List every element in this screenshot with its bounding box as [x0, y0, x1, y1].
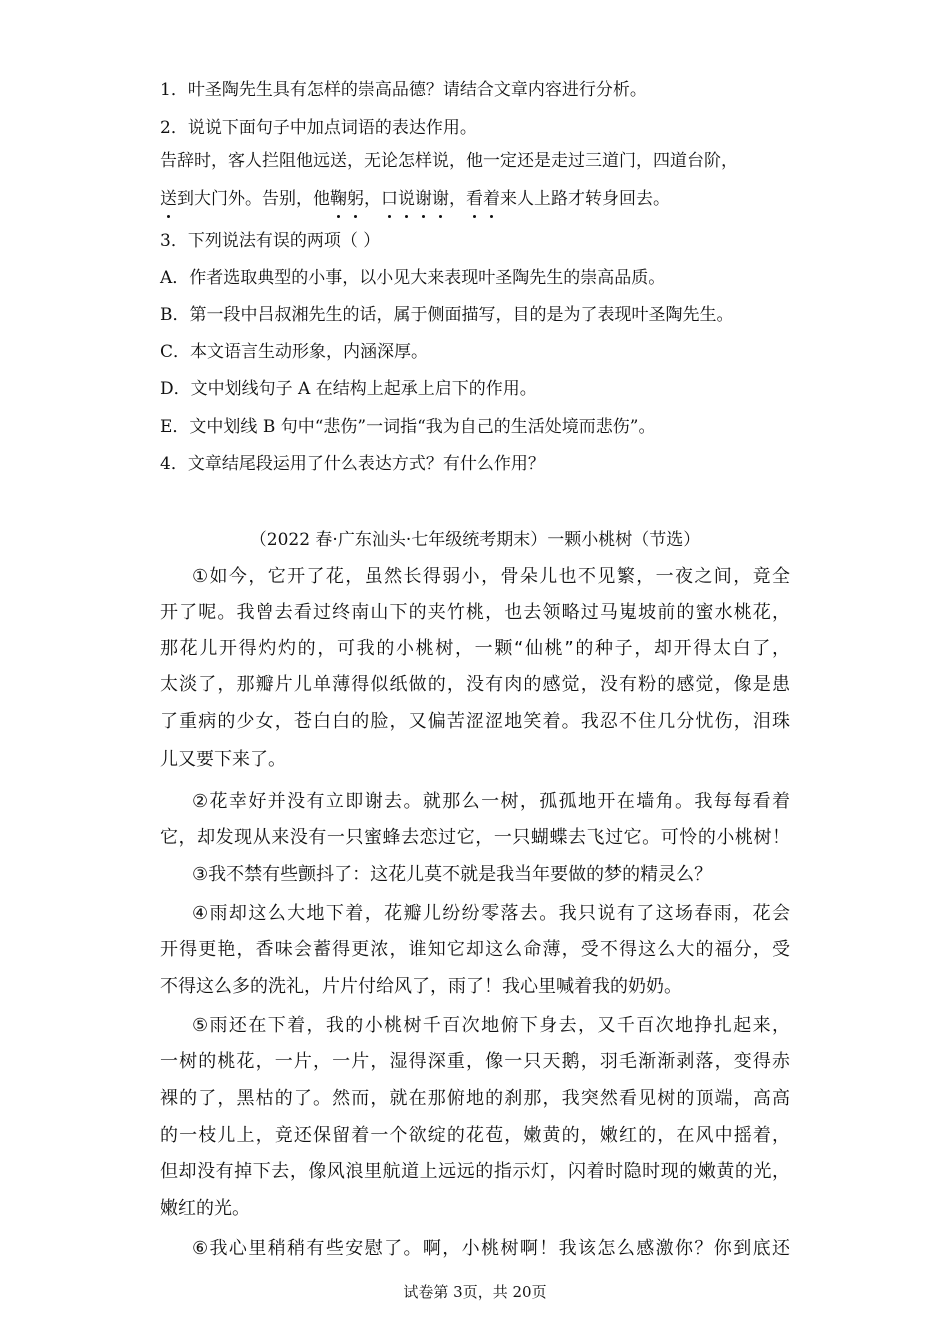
passage-line: 太淡了，那瓣片儿单薄得似纸做的，没有肉的感觉，没有粉的感觉，像是患 [160, 674, 790, 695]
passage-line: 它，却发现从来没有一只蜜蜂去恋过它，一只蝴蝶去飞过它。可怜的小桃树！ [160, 827, 790, 848]
option-a: A．作者选取典型的小事，以小见大来表现叶圣陶先生的崇高品质。 [160, 268, 666, 288]
passage-line: 的一枝儿上，竟还保留着一个欲绽的花苞，嫩黄的，嫩红的，在风中摇着， [160, 1125, 790, 1146]
dotted-word-watch [466, 189, 500, 209]
question-2-sentence-line-2 [160, 187, 820, 211]
emphasis-dot-char: 鞠 [330, 189, 347, 209]
passage-title: （2022 春·广东汕头·七年级统考期末）一颗小桃树（节选） [249, 530, 701, 550]
emphasis-dot-char: 送 [160, 189, 177, 209]
question-2: 2．说说下面句子中加点词语的表达作用。 [160, 118, 477, 138]
dotted-word-bow [330, 189, 364, 209]
emphasis-dot-char: 谢 [415, 189, 432, 209]
passage-line: ③我不禁有些颤抖了：这花儿莫不就是我当年要做的梦的精灵么？ [192, 864, 713, 885]
passage-line: 开得更艳，香味会蓄得更浓，谁知它却这么命薄，受不得这么大的福分，受 [160, 939, 790, 960]
passage-line: 一树的桃花，一片，一片，湿得深重，像一只天鹅，羽毛渐渐剥落，变得赤 [160, 1051, 790, 1072]
passage-line: 但却没有掉下去，像风浪里航道上远远的指示灯，闪着时隐时现的嫩黄的光， [160, 1161, 790, 1182]
passage-line: 儿又要下来了。 [160, 749, 286, 770]
sentence-text: ， [364, 189, 381, 209]
sentence-text: 到大门外。告别，他 [177, 189, 330, 209]
passage-line: 了重病的少女，苍白白的脸，又偏苦涩涩地笑着。我忍不住几分忧伤，泪珠 [160, 711, 790, 732]
passage-line: ④雨却这么大地下着，花瓣儿纷纷零落去。我只说有了这场春雨，花会 [192, 903, 790, 924]
emphasis-dot-char: 着 [483, 189, 500, 209]
emphasis-dot-char: 口 [381, 189, 398, 209]
passage-line: 开了呢。我曾去看过终南山下的夹竹桃，也去领略过马嵬坡前的蜜水桃花， [160, 602, 790, 623]
passage-line: ①如今，它开了花，虽然长得弱小，骨朵儿也不见繁，一夜之间，竟全 [192, 566, 790, 587]
passage-line: ⑤雨还在下着，我的小桃树千百次地俯下身去，又千百次地挣扎起来， [192, 1015, 790, 1036]
question-4: 4．文章结尾段运用了什么表达方式？有什么作用？ [160, 454, 545, 474]
option-b: B．第一段中吕叔湘先生的话，属于侧面描写，目的是为了表现叶圣陶先生。 [160, 305, 734, 325]
passage-line: ⑥我心里稍稍有些安慰了。啊，小桃树啊！我该怎么感激你？你到底还 [192, 1238, 790, 1259]
passage-line: ②花幸好并没有立即谢去。就那么一树，孤孤地开在墙角。我每每看着 [192, 791, 790, 812]
sentence-text: 来人上路才转身回去。 [500, 189, 670, 209]
question-3: 3．下列说法有误的两项（ ） [160, 231, 381, 251]
page-footer: 试卷第 3页，共 20页 [403, 1283, 547, 1301]
option-c: C．本文语言生动形象，内涵深厚。 [160, 342, 429, 362]
emphasis-dot-char: 看 [466, 189, 483, 209]
option-d: D．文中划线句子 A 在结构上起承上启下的作用。 [160, 379, 537, 399]
option-e: E．文中划线 B 句中“悲伤”一词指“我为自己的生活处境而悲伤”。 [160, 417, 656, 437]
sentence-text: ， [449, 189, 466, 209]
passage-line: 嫩红的光。 [160, 1198, 250, 1219]
dotted-word-say-thanks [381, 189, 449, 209]
passage-line: 不得这么多的洗礼，片片付给风了，雨了！我心里喊着我的奶奶。 [160, 976, 682, 997]
question-1: 1．叶圣陶先生具有怎样的崇高品德？请结合文章内容进行分析。 [160, 80, 647, 100]
emphasis-dot-char: 躬 [347, 189, 364, 209]
passage-line: 那花儿开得灼灼的，可我的小桃树，一颗“仙桃”的种子，却开得太白了， [160, 638, 790, 659]
question-2-sentence-line-1: 告辞时，客人拦阻他远送，无论怎样说，他一定还是走过三道门，四道台阶， [160, 151, 738, 171]
emphasis-dot-char: 说 [398, 189, 415, 209]
emphasis-dot-char: 谢 [432, 189, 449, 209]
passage-line: 裸的了，黑枯的了。然而，就在那俯地的刹那，我突然看见树的顶端，高高 [160, 1088, 790, 1109]
